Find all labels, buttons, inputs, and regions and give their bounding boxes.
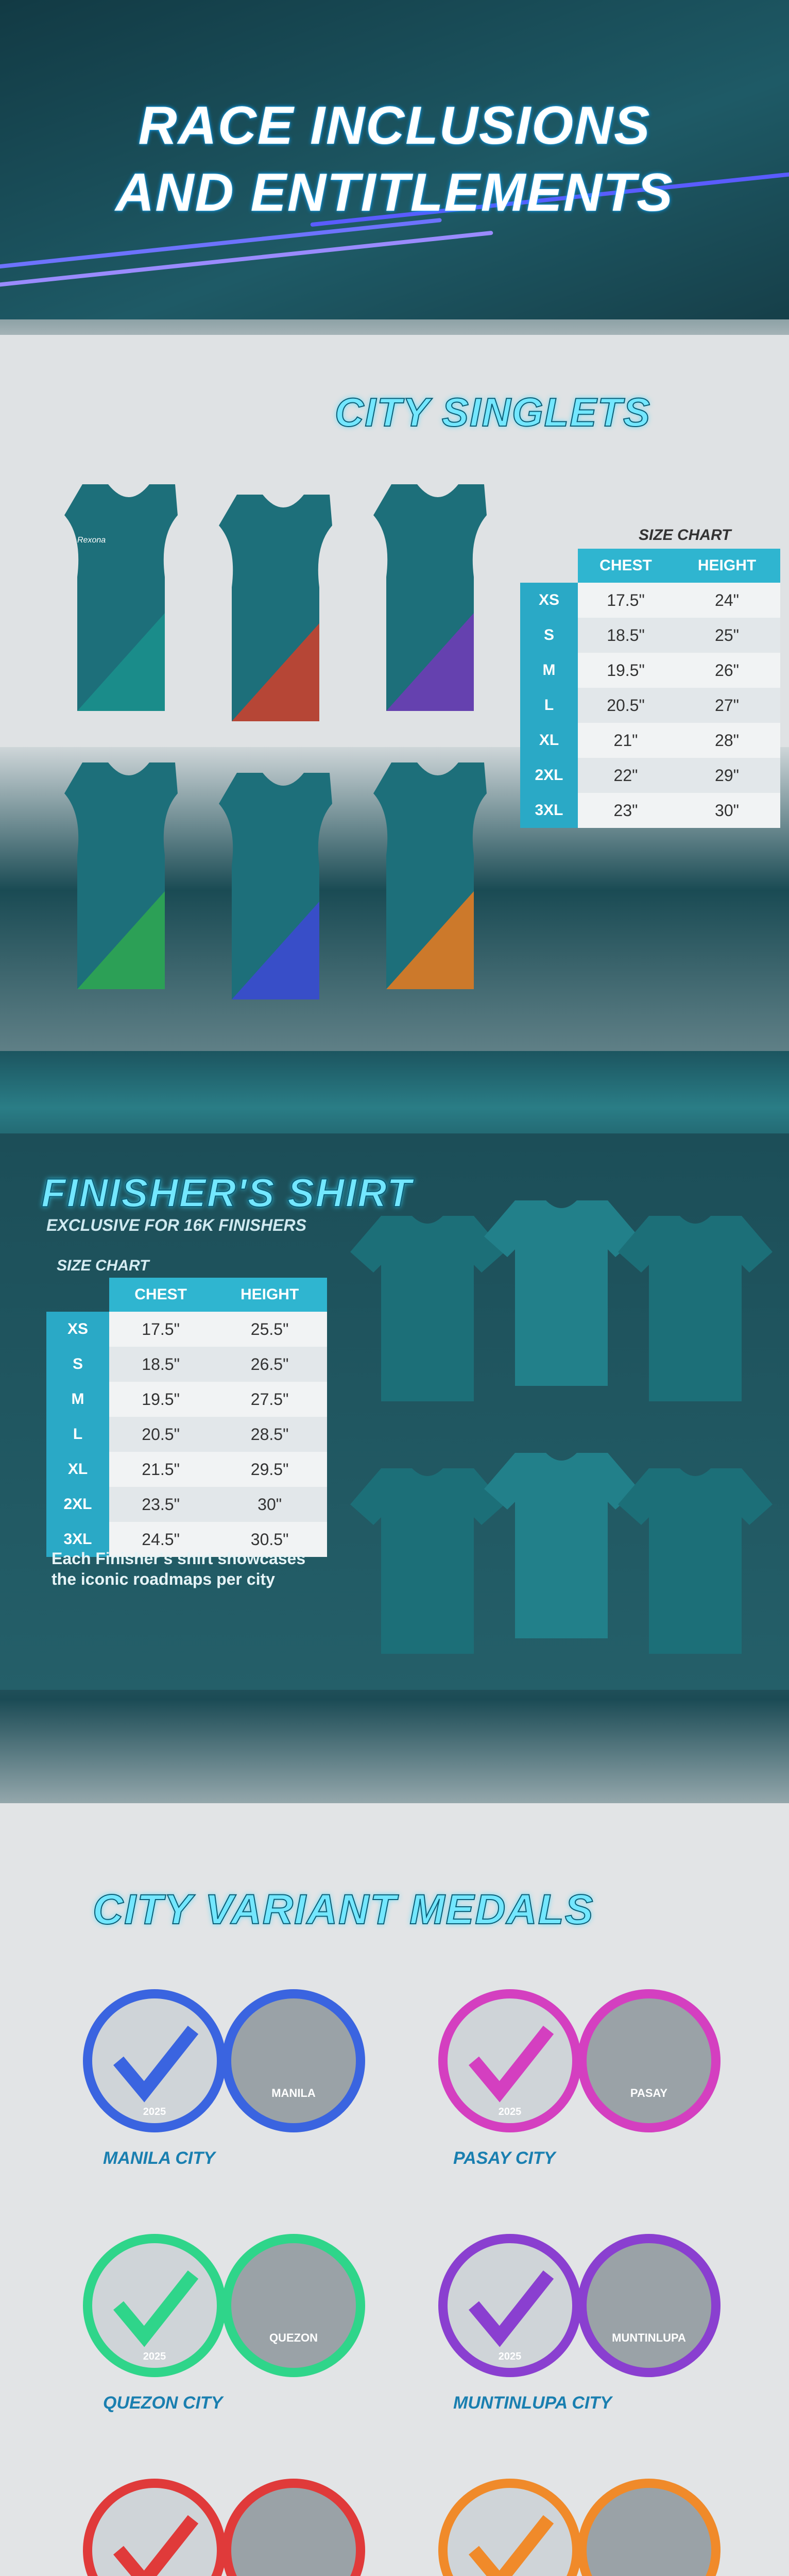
chest: 22": [578, 758, 674, 793]
height: 29": [674, 758, 780, 793]
medal-pair: [443, 1994, 716, 2128]
chest: 21": [578, 723, 674, 758]
finisher-size-chart: [46, 1278, 327, 1557]
finisher-note: Each Finisher's shirt showcases the iconic roadmaps per city: [52, 1549, 306, 1588]
size: XL: [46, 1452, 109, 1487]
singlet-4: [64, 762, 178, 989]
medal-city-label: QUEZON CITY: [103, 2393, 223, 2413]
height: 26.5": [212, 1347, 327, 1382]
singlets-size-chart: [520, 549, 780, 828]
chart-corner: [46, 1278, 109, 1312]
medal-landmark: [582, 2239, 716, 2372]
medal-pair: [88, 1994, 361, 2128]
medal-badge: QUEZON: [269, 2331, 318, 2344]
shirt-1: [350, 1216, 505, 1401]
size: XS: [46, 1312, 109, 1347]
shirt-5: [484, 1453, 639, 1638]
chest: 24.5": [109, 1522, 212, 1557]
chest: 20.5": [109, 1417, 212, 1452]
singlets-title: CITY SINGLETS: [335, 389, 651, 435]
chart-row: [46, 1347, 327, 1382]
singlet-6: [373, 762, 487, 989]
chest: 17.5": [578, 583, 674, 618]
medal-pair: [443, 2239, 716, 2372]
height: 25": [674, 618, 780, 653]
chest: 17.5": [109, 1312, 212, 1347]
chart-col-height: HEIGHT: [212, 1278, 327, 1312]
chest: 23.5": [109, 1487, 212, 1522]
singlets-group: [46, 474, 510, 1051]
page-title-line2: AND ENTITLEMENTS: [115, 163, 674, 223]
medal-landmark: [227, 1994, 361, 2128]
chart-header-row: [520, 549, 780, 583]
chart-header-row: [46, 1278, 327, 1312]
size: XS: [520, 583, 578, 618]
chart-row: [46, 1452, 327, 1487]
size: S: [46, 1347, 109, 1382]
chest: 23": [578, 793, 674, 828]
medal-pair: [88, 2483, 361, 2576]
chart-corner: [520, 549, 578, 583]
medal-city-label: MANILA CITY: [103, 2148, 215, 2168]
chart-row: [46, 1382, 327, 1417]
medals-grid: [0, 1968, 789, 2576]
finisher-shirts-group: [340, 1200, 773, 1705]
chart-row: [520, 583, 780, 618]
height: 28": [674, 723, 780, 758]
height: 29.5": [212, 1452, 327, 1487]
medal-badge: MANILA: [271, 2087, 316, 2099]
medal-landmark: [582, 2483, 716, 2576]
shirt-4: [350, 1468, 505, 1654]
singlets-size-chart-label: SIZE CHART: [639, 527, 731, 544]
medal-badge: MUNTINLUPA: [612, 2331, 686, 2344]
finisher-title: FINISHER'S SHIRT: [41, 1170, 413, 1215]
medals-title: CITY VARIANT MEDALS: [93, 1886, 594, 1933]
chart-col-chest: CHEST: [109, 1278, 212, 1312]
chest: 19.5": [109, 1382, 212, 1417]
height: 24": [674, 583, 780, 618]
medal-year: 2025: [498, 2351, 522, 2362]
chest: 18.5": [109, 1347, 212, 1382]
singlet-brand: Rexona: [77, 536, 106, 545]
chart-row: [520, 618, 780, 653]
medal-pair: [443, 2483, 716, 2576]
medal-city-label: PASAY CITY: [453, 2148, 556, 2168]
singlet-3: [373, 484, 487, 711]
height: 30": [674, 793, 780, 828]
finisher-size-chart-label: SIZE CHART: [57, 1257, 149, 1274]
medal-landmark: [227, 2239, 361, 2372]
size: 3XL: [46, 1522, 109, 1557]
height: 30.5": [212, 1522, 327, 1557]
chart-row: [520, 723, 780, 758]
size: S: [520, 618, 578, 653]
medal-pair: [88, 2239, 361, 2372]
size: 2XL: [520, 758, 578, 793]
finisher-subtitle: EXCLUSIVE FOR 16K FINISHERS: [46, 1216, 306, 1234]
size: XL: [520, 723, 578, 758]
medal-year: 2025: [498, 2106, 522, 2117]
shirt-6: [618, 1468, 773, 1654]
medal-year: 2025: [143, 2106, 166, 2117]
singlet-5: [219, 773, 332, 999]
medal-landmark: [227, 2483, 361, 2576]
height: 26": [674, 653, 780, 688]
chest: 21.5": [109, 1452, 212, 1487]
height: 25.5": [212, 1312, 327, 1347]
size: L: [520, 688, 578, 723]
chart-row: [520, 688, 780, 723]
chest: 18.5": [578, 618, 674, 653]
size: 2XL: [46, 1487, 109, 1522]
medal-year: 2025: [143, 2351, 166, 2362]
chest: 20.5": [578, 688, 674, 723]
shirt-2: [484, 1200, 639, 1386]
singlet-1: [64, 484, 178, 711]
chart-row: [46, 1417, 327, 1452]
chart-col-chest: CHEST: [578, 549, 674, 583]
page-title-line1: RACE INCLUSIONS: [138, 96, 651, 156]
chest: 19.5": [578, 653, 674, 688]
size: 3XL: [520, 793, 578, 828]
height: 27": [674, 688, 780, 723]
chart-row: [520, 758, 780, 793]
size: M: [46, 1382, 109, 1417]
height: 27.5": [212, 1382, 327, 1417]
chart-row: [520, 653, 780, 688]
chart-col-height: HEIGHT: [674, 549, 780, 583]
chart-row: [46, 1487, 327, 1522]
medal-city-label: MUNTINLUPA CITY: [453, 2393, 612, 2413]
size: M: [520, 653, 578, 688]
height: 28.5": [212, 1417, 327, 1452]
chart-row: [520, 793, 780, 828]
medal-badge: PASAY: [630, 2087, 668, 2099]
singlet-2: [219, 495, 332, 721]
shirt-3: [618, 1216, 773, 1401]
height: 30": [212, 1487, 327, 1522]
chart-row: [46, 1312, 327, 1347]
size: L: [46, 1417, 109, 1452]
medal-landmark: [582, 1994, 716, 2128]
